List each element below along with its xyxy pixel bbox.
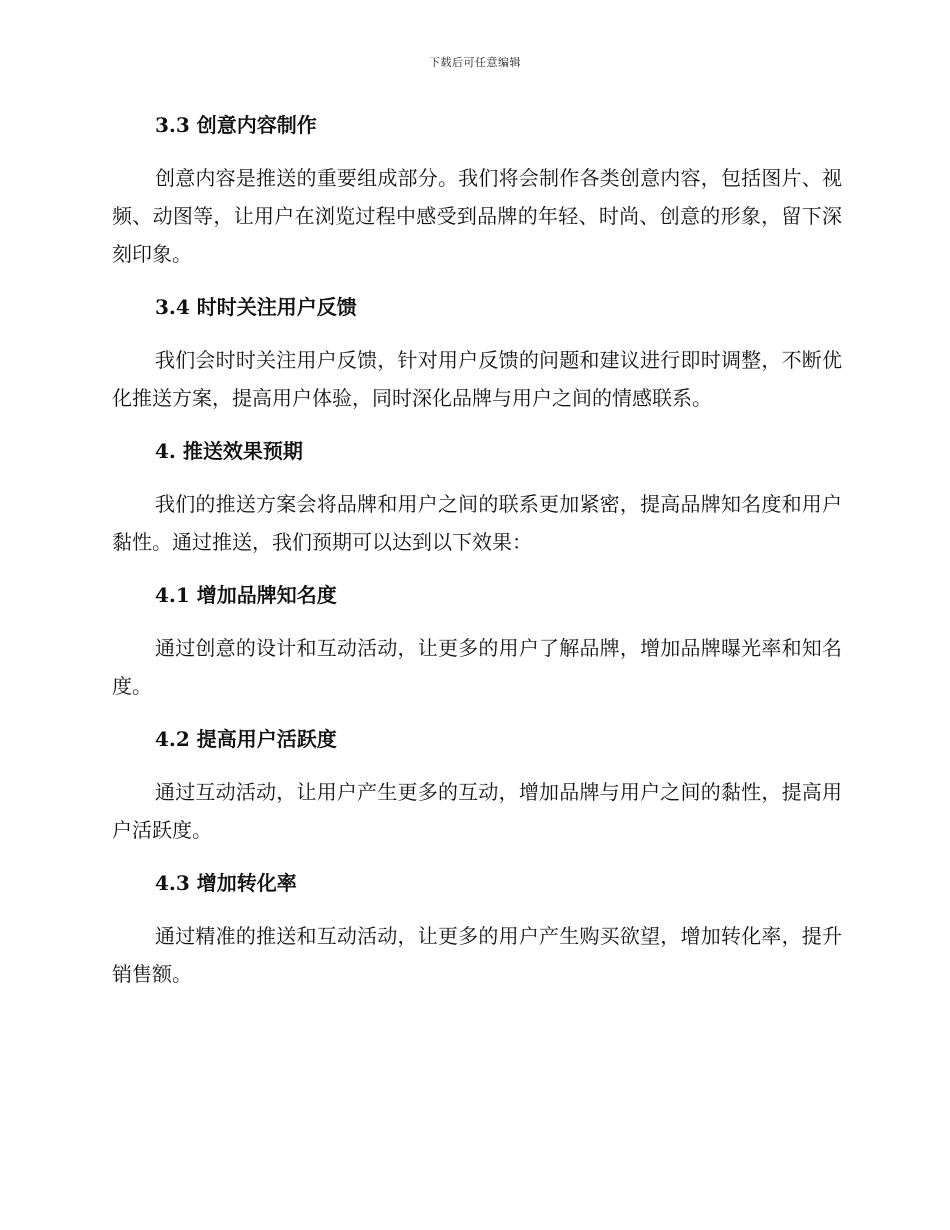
section-paragraph-3-4: 我们会时时关注用户反馈，针对用户反馈的问题和建议进行即时调整，不断优化推送方案，提高用户体验，同时深化品牌与用户之间的情感联系。 xyxy=(112,348,842,410)
section-heading-3-3: 3.3 创意内容制作 xyxy=(155,113,317,137)
document-body xyxy=(112,106,842,1008)
section-heading-4-2: 4.2 提高用户活跃度 xyxy=(155,727,337,751)
section-paragraph-4: 我们的推送方案会将品牌和用户之间的联系更加紧密，提高品牌知名度和用户黏性。通过推送，我们预期可以达到以下效果： xyxy=(112,492,842,554)
section-heading-4-1: 4.1 增加品牌知名度 xyxy=(155,583,337,607)
section-heading-4-3: 4.3 增加转化率 xyxy=(155,871,297,895)
header-note: 下载后可任意编辑 xyxy=(429,56,521,69)
section-paragraph-3-3: 创意内容是推送的重要组成部分。我们将会制作各类创意内容，包括图片、视频、动图等，让用户在浏览过程中感受到品牌的年轻、时尚、创意的形象，留下深刻印象。 xyxy=(112,166,842,266)
section-heading-3-4: 3.4 时时关注用户反馈 xyxy=(155,295,357,319)
section-paragraph-4-3: 通过精准的推送和互动活动，让更多的用户产生购买欲望，增加转化率，提升销售额。 xyxy=(112,924,842,986)
section-heading-4: 4. 推送效果预期 xyxy=(155,439,303,463)
section-paragraph-4-2: 通过互动活动，让用户产生更多的互动，增加品牌与用户之间的黏性，提高用户活跃度。 xyxy=(112,780,842,842)
section-paragraph-4-1: 通过创意的设计和互动活动，让更多的用户了解品牌，增加品牌曝光率和知名度。 xyxy=(112,636,842,698)
